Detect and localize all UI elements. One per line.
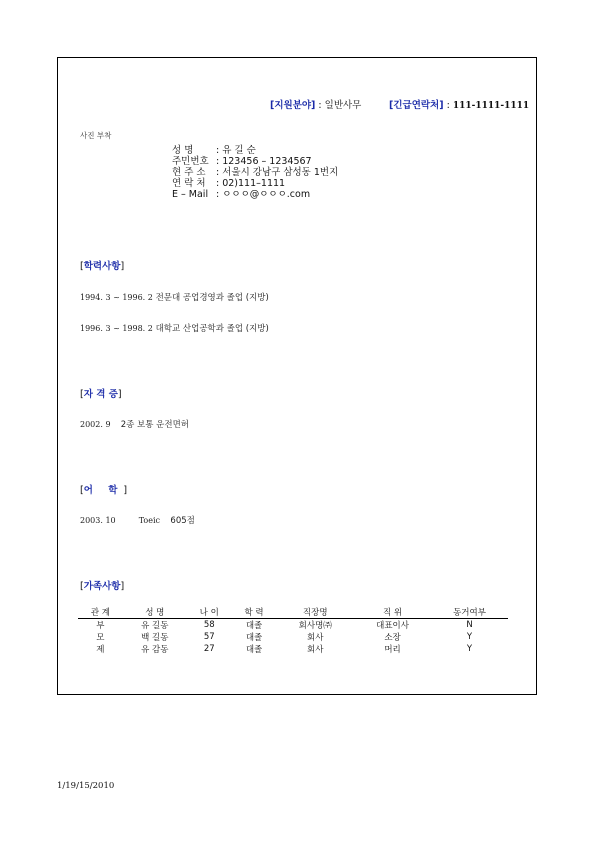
personal-label: 연 락 처 bbox=[172, 178, 206, 189]
table-row bbox=[78, 643, 508, 655]
personal-label: 현 주 소 bbox=[172, 167, 206, 178]
document-frame bbox=[57, 57, 537, 695]
field-label: [지원분야] bbox=[270, 100, 316, 111]
table-row bbox=[78, 619, 508, 632]
photo-note: 사진 부착 bbox=[80, 131, 112, 140]
emergency-contact bbox=[389, 97, 529, 111]
personal-email-row bbox=[172, 189, 310, 200]
certificate-text: 2종 보통 운전면허 bbox=[120, 420, 189, 430]
column-header: 관 계 bbox=[78, 606, 123, 619]
table-cell: 유 길동 bbox=[141, 621, 169, 631]
education-item bbox=[80, 291, 269, 303]
column-header: 직장명 bbox=[276, 606, 354, 619]
language-item bbox=[80, 514, 195, 526]
column-header: 직 위 bbox=[354, 606, 431, 619]
language-test-name: Toeic bbox=[138, 516, 161, 525]
family-header-row bbox=[78, 606, 508, 619]
education-text: 대학교 산업공학과 졸업 (지방) bbox=[155, 324, 269, 334]
personal-value: : 02)111–1111 bbox=[216, 178, 286, 189]
certificates-heading: [자 격 증] bbox=[80, 389, 122, 400]
table-cell: 57 bbox=[203, 632, 215, 642]
personal-label: 성 명 bbox=[172, 145, 194, 156]
table-cell: 27 bbox=[203, 644, 215, 654]
contact-label: [긴급연락처] bbox=[389, 100, 444, 111]
family-heading: [가족사항] bbox=[80, 581, 125, 592]
table-cell: 58 bbox=[203, 620, 215, 630]
page-footer-date: 1/19/15/2010 bbox=[57, 781, 115, 791]
personal-value: : 유 길 순 bbox=[216, 145, 256, 156]
table-cell: 백 길동 bbox=[141, 633, 169, 643]
language-heading: [어 학] bbox=[80, 485, 128, 496]
column-header: 나 이 bbox=[187, 606, 232, 619]
education-item bbox=[80, 322, 269, 334]
personal-id-row bbox=[172, 156, 312, 167]
table-cell: 회사 bbox=[307, 633, 324, 643]
table-cell: 제 bbox=[96, 645, 105, 655]
table-cell: 머리 bbox=[384, 645, 401, 655]
table-cell: 부 bbox=[96, 621, 105, 631]
certificates-title: 자 격 증 bbox=[83, 389, 118, 400]
table-cell: 대졸 bbox=[245, 645, 263, 655]
field-value: 일반사무 bbox=[324, 100, 362, 111]
field-separator: : bbox=[315, 100, 325, 111]
table-cell: 회사명㈜ bbox=[298, 621, 332, 631]
education-text: 전문대 공업경영과 졸업 (지방) bbox=[155, 293, 269, 303]
table-cell: N bbox=[466, 620, 473, 630]
personal-label: 주민번호 bbox=[172, 156, 209, 167]
personal-phone-row bbox=[172, 178, 285, 189]
personal-label: E – Mail bbox=[172, 189, 209, 200]
education-date: 1994. 3 ~ 1996. 2 bbox=[80, 293, 153, 302]
education-heading: [학력사항] bbox=[80, 261, 125, 272]
personal-value: : 123456 – 1234567 bbox=[216, 156, 312, 167]
table-cell: 대표이사 bbox=[376, 621, 409, 631]
column-header: 학 력 bbox=[232, 606, 277, 619]
contact-value: 111-1111-1111 bbox=[452, 101, 530, 111]
table-row bbox=[78, 631, 508, 643]
table-cell: 유 감동 bbox=[141, 645, 169, 655]
table-cell: Y bbox=[466, 644, 473, 654]
certificate-item bbox=[80, 418, 189, 430]
table-cell: 대졸 bbox=[245, 621, 263, 631]
language-title: 어 학 bbox=[83, 485, 124, 496]
language-score: 605점 bbox=[170, 516, 195, 526]
personal-value: : ㅇㅇㅇ@ㅇㅇㅇ.com bbox=[216, 189, 311, 200]
application-field bbox=[270, 97, 361, 111]
family-table bbox=[78, 606, 508, 655]
personal-address-row bbox=[172, 167, 338, 178]
language-date: 2003. 10 bbox=[80, 516, 116, 525]
table-cell: Y bbox=[466, 632, 473, 642]
family-title: 가족사항 bbox=[83, 581, 121, 592]
education-date: 1996. 3 ~ 1998. 2 bbox=[80, 324, 153, 333]
personal-name-row bbox=[172, 145, 256, 156]
table-cell: 모 bbox=[96, 633, 105, 643]
table-cell: 소장 bbox=[384, 633, 401, 643]
column-header: 동거여부 bbox=[431, 606, 508, 619]
column-header: 성 명 bbox=[123, 606, 187, 619]
table-cell: 회사 bbox=[307, 645, 324, 655]
personal-value: : 서울시 강남구 삼성동 1번지 bbox=[216, 167, 339, 178]
certificate-date: 2002. 9 bbox=[80, 420, 111, 429]
table-cell: 대졸 bbox=[245, 633, 263, 643]
education-title: 학력사항 bbox=[83, 261, 121, 272]
contact-separator: : bbox=[443, 100, 453, 111]
